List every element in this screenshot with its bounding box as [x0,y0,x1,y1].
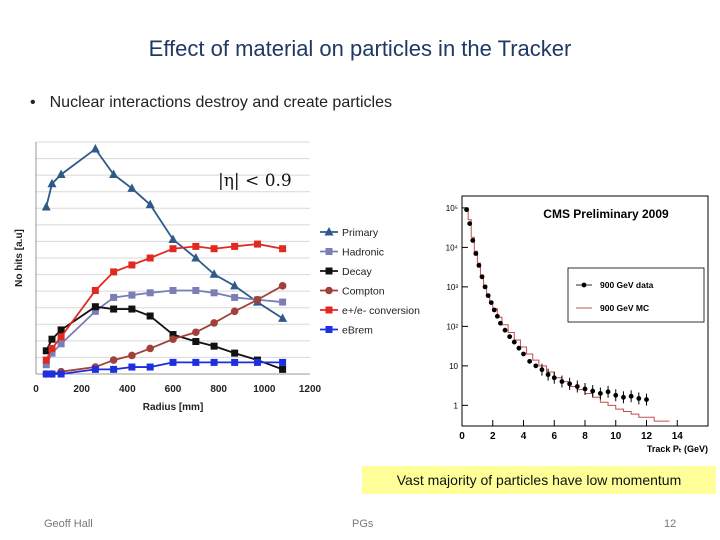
x-tick-label: 4 [520,431,527,442]
data-point [495,314,500,319]
data-point [279,245,286,252]
data-point [644,397,649,402]
data-point [231,350,238,357]
x-tick-label: 600 [164,384,182,395]
data-point [210,319,218,327]
data-point [254,359,261,366]
data-point [170,245,177,252]
data-point [110,306,117,313]
y-tick-label: 10⁴ [445,243,458,253]
data-point [598,391,603,396]
data-point [57,169,66,178]
data-point [170,287,177,294]
footer-center: PGs [352,518,374,530]
data-point [279,359,286,366]
data-point [91,144,100,152]
data-point [590,389,595,394]
eta-annotation: |η| < 0.9 [218,171,292,191]
data-point [527,359,532,364]
data-point [192,359,199,366]
data-point [512,340,517,345]
bullet-text: Nuclear interactions destroy and create particles [49,94,392,111]
x-tick-label: 0 [33,384,39,395]
data-point [464,207,469,212]
data-point [110,366,117,373]
data-point [211,245,218,252]
data-point [507,334,512,339]
legend-marker [326,248,333,255]
x-tick-label: 2 [489,431,496,442]
bullet-point [30,94,392,112]
data-point [192,287,199,294]
momentum-callout: Vast majority of particles have low momentum [362,466,716,494]
legend-box [568,268,704,322]
data-point [170,359,177,366]
data-point [467,221,472,226]
x-tick-label: 1000 [253,384,276,395]
data-point [473,251,478,256]
data-point [279,299,286,306]
data-point [48,345,55,352]
data-point [231,359,238,366]
slide-number: 12 [664,518,677,530]
data-point [42,202,51,211]
data-point [128,352,136,360]
data-point [58,333,65,340]
chart-background [438,190,718,456]
legend-marker [326,268,333,275]
data-point [128,292,135,299]
x-tick-label: 14 [671,431,683,442]
x-tick-label: 1200 [298,384,322,395]
data-point [575,384,580,389]
data-point [92,366,99,373]
data-point [279,282,287,290]
series-line [46,307,282,370]
x-tick-label: 6 [551,431,558,442]
data-point [516,346,521,351]
x-tick-label: 0 [459,431,465,442]
footer-author: Geoff Hall [44,518,93,530]
data-point [521,352,526,357]
data-point [480,274,485,279]
data-point [192,243,199,250]
y-tick-label: 10 [449,361,458,371]
data-point [489,300,494,305]
data-point [231,243,238,250]
y-tick-label: 10² [446,322,458,332]
x-tick-label: 800 [210,384,228,395]
data-point [629,394,634,399]
legend-label: Primary [342,227,379,239]
legend-label: Hadronic [342,246,385,259]
y-tick-label: 10⁵ [445,203,458,213]
data-point [211,289,218,296]
data-point [110,294,117,301]
data-point [110,356,118,364]
legend-label: Compton [342,285,385,298]
data-point [146,345,154,353]
data-point [128,364,135,371]
data-point [192,328,200,336]
data-point [191,253,200,262]
legend-label: e+/e- conversion [342,305,420,317]
data-point [92,303,99,310]
x-tick-label: 12 [640,431,653,442]
track-pt-chart [438,190,718,456]
data-point [110,268,117,275]
data-point [546,372,551,377]
data-point [560,379,565,384]
data-point [613,393,618,398]
data-point [498,321,503,326]
data-point [492,308,497,313]
data-point [254,241,261,248]
data-point [231,294,238,301]
y-axis-title: No hits [a.u] [14,229,25,287]
series-group [43,241,286,364]
data-point [483,284,488,289]
legend-label: 900 GeV MC [600,303,650,313]
data-point [278,313,287,322]
series-group [43,359,286,378]
data-point [470,238,475,243]
data-point [128,306,135,313]
y-tick-label: 1 [453,401,458,411]
x-tick-label: 8 [582,431,588,442]
x-tick-label: 400 [118,384,136,395]
data-point [43,357,50,364]
chart-title: CMS Preliminary 2009 [543,207,669,221]
data-point [486,293,491,298]
data-point [567,381,572,386]
data-point [169,335,177,343]
data-point [503,328,508,333]
data-point [58,371,65,378]
data-point [211,343,218,350]
x-axis-title: Radius [mm] [142,402,204,413]
data-point [533,363,538,368]
data-point [92,287,99,294]
data-point [279,366,286,373]
slide-title: Effect of material on particles in the Tracker [148,36,572,61]
data-point [606,389,611,394]
y-tick-label: 10³ [446,282,458,292]
data-point [583,387,588,392]
legend-marker [325,287,333,295]
data-point [636,396,641,401]
data-point [147,255,154,262]
data-point [552,375,557,380]
data-point [192,338,199,345]
radius-hits-chart [0,130,430,420]
data-point [127,183,136,192]
legend-marker [326,307,333,314]
x-tick-label: 10 [610,431,622,442]
data-point [147,364,154,371]
legend-label: 900 GeV data [600,280,654,290]
x-axis-title: Track Pₜ (GeV) [646,444,708,454]
data-point [254,296,262,304]
legend-label: Decay [342,266,372,278]
data-point [128,261,135,268]
data-point [477,263,482,268]
bullet-dot: • [30,94,36,111]
data-point [48,336,55,343]
data-point [621,395,626,400]
data-point [147,289,154,296]
legend-marker [326,326,333,333]
x-tick-label: 200 [73,384,91,395]
data-point [540,367,545,372]
data-point [147,313,154,320]
legend-label: eBrem [342,324,373,337]
data-point [231,308,239,316]
data-point [48,371,55,378]
data-point [211,359,218,366]
